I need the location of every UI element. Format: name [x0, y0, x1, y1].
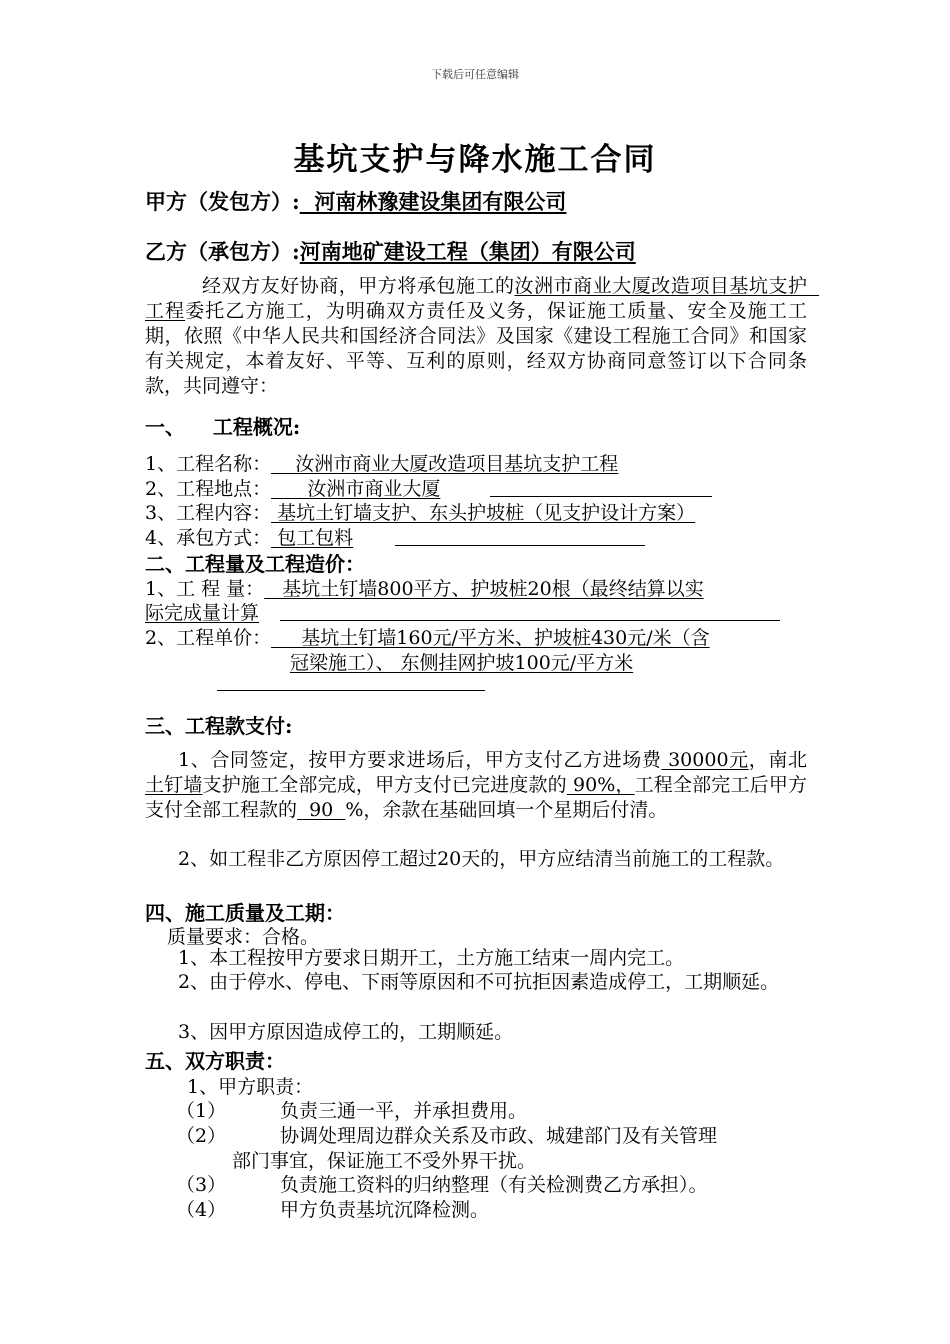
schedule-item-3: 3、因甲方原因造成停工的，工期顺延。 — [178, 1021, 514, 1043]
price-line-1 — [145, 623, 710, 650]
quantity-value-2: 际完成量计算 — [145, 602, 260, 624]
schedule-item-2: 2、由于停水、停电、下雨等原因和不可抗拒因素造成停工，工期顺延。 — [178, 971, 780, 993]
party-b-line — [145, 236, 636, 266]
section-1-title: 一、 工程概况: — [145, 415, 301, 439]
party-a-name: 河南林豫建设集团有限公司 — [299, 189, 567, 214]
underline-blank — [490, 496, 712, 497]
overview-value-1: 汝洲市商业大厦改造项目基坑支护工程 — [271, 453, 619, 475]
duty-num-1: （1） — [176, 1100, 227, 1122]
duty-text-3: 负责施工资料的归纳整理（有关检测费乙方承担）。 — [280, 1174, 708, 1196]
completion-percent: 90 — [297, 799, 346, 821]
section-3-title: 三、工程款支付: — [145, 714, 293, 738]
soil-nail-wall: 土钉墙 — [145, 774, 203, 796]
price-line-2 — [290, 648, 633, 675]
overview-label-1: 1、工程名称： — [145, 453, 272, 475]
intro-paragraph — [145, 274, 820, 399]
overview-label-3: 3、工程内容： — [145, 502, 272, 524]
party-b-label: 乙方（承包方）: — [145, 239, 300, 264]
overview-value-2: 汝洲市商业大厦 — [271, 478, 441, 500]
party-b-name: 河南地矿建设工程（集团）有限公司 — [299, 239, 636, 264]
duty-num-4: （4） — [176, 1199, 227, 1221]
price-value-2: 冠梁施工）、 东侧挂网护坡100元/平方米 — [290, 652, 634, 674]
party-a-line — [145, 186, 566, 216]
underline-blank — [217, 690, 485, 691]
underline-blank — [280, 620, 780, 621]
payment-text-b: ，南北 — [748, 749, 807, 771]
quality-requirement: 质量要求：合格。 — [167, 926, 320, 948]
overview-label-4: 4、承包方式： — [145, 527, 272, 549]
intro-project-name: 汝洲市商业大厦改造项目基坑支护 工程 — [145, 275, 820, 322]
overview-row-1 — [145, 449, 618, 476]
overview-label-2: 2、工程地点： — [145, 478, 272, 500]
underline-blank — [395, 545, 645, 546]
duty-text-2-cont: 部门事宜，保证施工不受外界干扰。 — [232, 1150, 537, 1172]
overview-row-4 — [145, 523, 353, 550]
quantity-value-1: 基坑土钉墙800平方、护坡桩20根（最终结算以实 — [264, 578, 704, 600]
payment-text-a: 1、合同签定，按甲方要求进场后，甲方支付乙方进场费 — [178, 749, 662, 771]
duty-text-4: 甲方负责基坑沉降检测。 — [280, 1199, 490, 1221]
overview-row-3 — [145, 498, 695, 525]
intro-text-1: 经双方友好协商，甲方将承包施工的 — [202, 275, 515, 297]
price-value-1: 基坑土钉墙160元/平方米、护坡桩430元/米（含 — [271, 627, 710, 649]
section-5-title: 五、双方职责： — [145, 1049, 285, 1073]
payment-text-e: %，余款在基础回填一个星期后付清。 — [345, 799, 668, 821]
price-label: 2、工程单价： — [145, 627, 272, 649]
quantity-line-2 — [145, 598, 259, 625]
payment-text-d: 工程全部完工后甲方支付全部工程款的 — [145, 774, 807, 821]
quantity-line-1 — [145, 574, 704, 601]
quantity-label: 1、工 程 量： — [145, 578, 265, 600]
overview-row-2 — [145, 474, 440, 501]
section-4-title: 四、施工质量及工期： — [145, 901, 345, 925]
payment-paragraph-1 — [145, 748, 807, 823]
duty-text-1: 负责三通一平，并承担费用。 — [280, 1100, 528, 1122]
duty-num-3: （3） — [176, 1174, 227, 1196]
header-note: 下载后可任意编辑 — [431, 68, 519, 81]
overview-value-3: 基坑土钉墙支护、东头护坡桩（见支护设计方案） — [271, 502, 696, 524]
entry-fee: 30000元 — [661, 749, 749, 771]
progress-percent: 90%， — [566, 774, 635, 796]
payment-text-c: 支护施工全部完成，甲方支付已完进度款的 — [202, 774, 567, 796]
section-2-title: 二、工程量及工程造价： — [145, 552, 365, 576]
payment-paragraph-2: 2、如工程非乙方原因停工超过20天的，甲方应结清当前施工的工程款。 — [178, 848, 785, 870]
schedule-item-1: 1、本工程按甲方要求日期开工，土方施工结束一周内完工。 — [178, 947, 685, 969]
duty-num-2: （2） — [176, 1125, 227, 1147]
party-a-label: 甲方（发包方）: — [145, 189, 300, 214]
party-a-duties-title: 1、甲方职责： — [187, 1076, 314, 1098]
intro-text-2: 委托乙方施工，为明确双方责任及义务，保证施工质量、安全及施工工期，依照《中华人民共和国经济合同法》及国家《建设工程施工合同》和国家有关规定，本着友好、平等、互利的原则，经双方协商同意签订以下合同条款，共同遵守： — [145, 300, 807, 397]
duty-text-2: 协调处理周边群众关系及市政、城建部门及有关管理 — [280, 1125, 718, 1147]
contract-title: 基坑支护与降水施工合同 — [293, 142, 657, 178]
overview-value-4: 包工包料 — [271, 527, 354, 549]
